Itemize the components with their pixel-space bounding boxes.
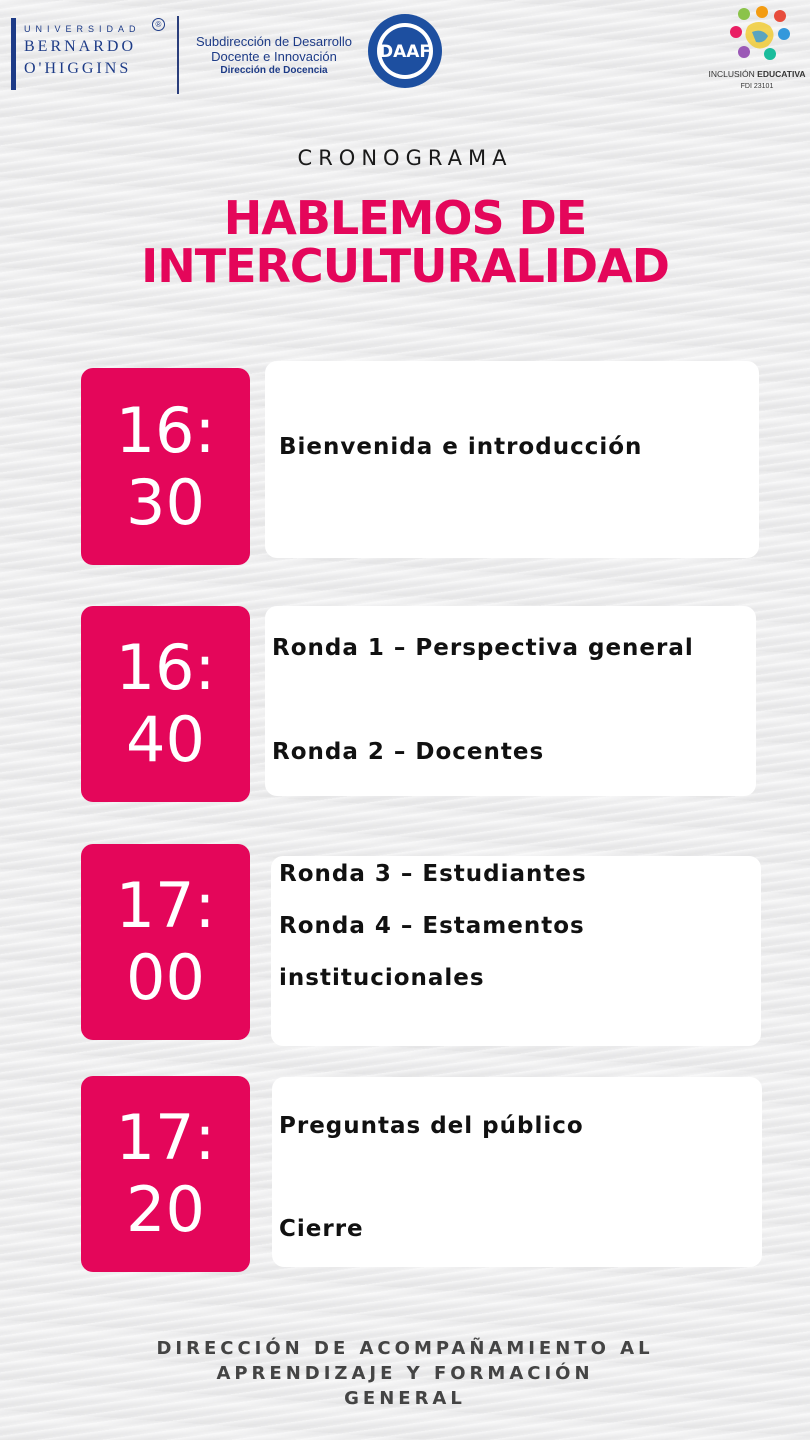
inclusion-educativa-logo: [722, 6, 794, 68]
subdireccion-line2: Docente e Innovación: [211, 49, 337, 64]
ubo-logo-line1: BERNARDO: [24, 38, 137, 55]
kicker-cronograma: CRONOGRAMA: [297, 146, 513, 170]
activity-item: Ronda 2 – Docentes: [272, 739, 545, 765]
activity-item: Bienvenida e introducción: [279, 434, 643, 460]
time-box-1630: [81, 368, 250, 565]
time-minute: 20: [126, 1173, 205, 1246]
activity-item: institucionales: [279, 965, 485, 991]
activity-item: Ronda 1 – Perspectiva general: [272, 635, 694, 661]
footer-line2: APRENDIZAJE Y FORMACIÓN: [216, 1363, 594, 1384]
ubo-logo-bar: [11, 18, 16, 90]
time-hour: 17:: [115, 869, 216, 942]
activity-item: Ronda 4 – Estamentos: [279, 913, 585, 939]
ubo-logo-small-text: UNIVERSIDAD: [24, 24, 141, 34]
time-hour: 17:: [115, 1101, 216, 1174]
footer-line1: DIRECCIÓN DE ACOMPAÑAMIENTO AL: [156, 1338, 654, 1359]
footer-line3: GENERAL: [344, 1388, 466, 1409]
time-box-1700: [81, 844, 250, 1040]
time-box-1720: [81, 1076, 250, 1272]
time-minute: 30: [126, 465, 205, 539]
activity-item: Preguntas del público: [279, 1113, 584, 1139]
page-title-line1: HABLEMOS DE: [223, 191, 587, 245]
registered-mark: ®: [152, 18, 165, 31]
page-title-line2: INTERCULTURALIDAD: [141, 239, 669, 293]
activity-item: Ronda 3 – Estudiantes: [279, 861, 587, 887]
daaf-seal-text: DAAF: [378, 42, 432, 62]
time-hour: 16:: [115, 631, 216, 704]
subdireccion-line3: Dirección de Docencia: [220, 65, 328, 76]
ubo-logo-line2: O'HIGGINS: [24, 60, 132, 77]
subdireccion-line1: Subdirección de Desarrollo: [195, 34, 353, 49]
inclusion-educativa-code: FDI 23101: [740, 83, 774, 90]
activity-item: Cierre: [279, 1216, 364, 1242]
header-divider: [177, 16, 179, 94]
daaf-seal-logo: [366, 12, 444, 90]
time-box-1640: [81, 606, 250, 802]
inclusion-educativa-label: INCLUSIÓN EDUCATIVA: [708, 69, 806, 79]
time-minute: 00: [126, 941, 205, 1014]
time-minute: 40: [126, 703, 205, 776]
time-hour: 16:: [115, 393, 216, 467]
